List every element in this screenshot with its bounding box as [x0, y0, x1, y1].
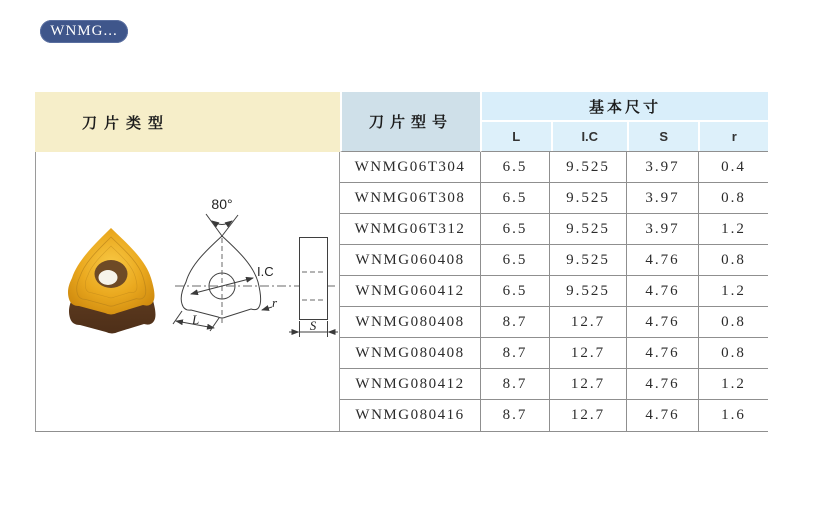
basic-dimensions-header-group	[480, 92, 768, 152]
l-label: L	[192, 312, 200, 327]
r-value-cell: 0.8	[698, 307, 768, 337]
s-value-cell: 4.76	[626, 369, 698, 399]
model-cell: WNMG080416	[355, 407, 465, 423]
model-cell: WNMG080408	[355, 344, 465, 361]
table-row	[340, 152, 768, 183]
table-row	[340, 307, 768, 338]
col-header-r: r	[698, 122, 768, 151]
table-row	[340, 214, 768, 245]
insert-outline	[181, 236, 260, 318]
model-cell: WNMG06T304	[354, 158, 466, 175]
l-value-cell: 6.5	[480, 183, 549, 213]
s-value-cell: 3.97	[626, 152, 698, 182]
ic-value-cell: 12.7	[549, 400, 626, 431]
ic-label: I.C	[257, 264, 274, 279]
s-value-cell: 4.76	[626, 276, 698, 306]
model-cell: WNMG06T312	[354, 220, 466, 237]
dimension-column-headers	[482, 122, 768, 151]
angle-label: 80°	[211, 196, 233, 212]
r-leader-line	[262, 307, 272, 310]
insert-type-header: 刀片类型	[35, 92, 340, 152]
insert-diagram	[169, 190, 341, 348]
series-badge-label: WNMG...	[50, 23, 118, 39]
table-body	[35, 152, 768, 432]
ic-value-cell: 9.525	[549, 214, 626, 244]
l-value-cell: 8.7	[480, 400, 549, 431]
l-value-cell: 6.5	[480, 214, 549, 244]
angle-arc	[212, 221, 232, 225]
l-value-cell: 6.5	[480, 245, 549, 275]
ic-value-cell: 9.525	[549, 183, 626, 213]
r-label: r	[272, 295, 278, 310]
ic-value-cell: 12.7	[549, 369, 626, 399]
table-rows	[340, 152, 768, 431]
table-row	[340, 245, 768, 276]
r-value-cell: 0.4	[698, 152, 768, 182]
s-label: S	[309, 318, 317, 333]
l-value-cell: 6.5	[480, 276, 549, 306]
r-value-cell: 1.6	[698, 400, 768, 431]
r-value-cell: 1.2	[698, 369, 768, 399]
model-cell: WNMG080412	[355, 375, 465, 392]
col-header-L: L	[482, 122, 551, 151]
r-value-cell: 1.2	[698, 276, 768, 306]
s-value-cell: 4.76	[626, 245, 698, 275]
ic-value-cell: 9.525	[549, 152, 626, 182]
spec-table	[35, 92, 768, 432]
insert-photo	[49, 226, 173, 340]
l-value-cell: 8.7	[480, 369, 549, 399]
s-value-cell: 3.97	[626, 183, 698, 213]
r-value-cell: 1.2	[698, 214, 768, 244]
insert-photo-hole	[99, 270, 118, 285]
s-value-cell: 4.76	[626, 338, 698, 368]
table-row	[340, 369, 768, 400]
r-value-cell: 0.8	[698, 338, 768, 368]
l-value-cell: 8.7	[480, 307, 549, 337]
l-extension-2	[210, 318, 219, 331]
r-value-cell: 0.8	[698, 183, 768, 213]
col-header-IC: I.C	[551, 122, 627, 151]
ic-value-cell: 12.7	[549, 307, 626, 337]
table-row	[340, 400, 768, 431]
ic-value-cell: 9.525	[549, 245, 626, 275]
model-cell: WNMG060412	[355, 282, 465, 299]
model-cell: WNMG06T308	[354, 189, 466, 206]
insert-type-cell	[35, 152, 340, 431]
l-value-cell: 8.7	[480, 338, 549, 368]
insert-model-header: 刀片型号	[340, 92, 480, 152]
s-value-cell: 4.76	[626, 400, 698, 431]
table-row	[340, 183, 768, 214]
model-cell: WNMG060408	[355, 251, 465, 268]
s-value-cell: 4.76	[626, 307, 698, 337]
col-header-S: S	[627, 122, 699, 151]
angle-line-right	[222, 215, 238, 236]
model-cell: WNMG080408	[355, 313, 465, 330]
angle-line-left	[206, 214, 222, 236]
s-value-cell: 3.97	[626, 214, 698, 244]
table-header	[35, 92, 768, 152]
table-row	[340, 276, 768, 307]
table-row	[340, 338, 768, 369]
series-badge	[40, 20, 128, 43]
r-value-cell: 0.8	[698, 245, 768, 275]
ic-value-cell: 12.7	[549, 338, 626, 368]
basic-dimensions-header: 基本尺寸	[482, 92, 768, 122]
ic-value-cell: 9.525	[549, 276, 626, 306]
l-value-cell: 6.5	[480, 152, 549, 182]
side-view-outline	[300, 238, 328, 320]
